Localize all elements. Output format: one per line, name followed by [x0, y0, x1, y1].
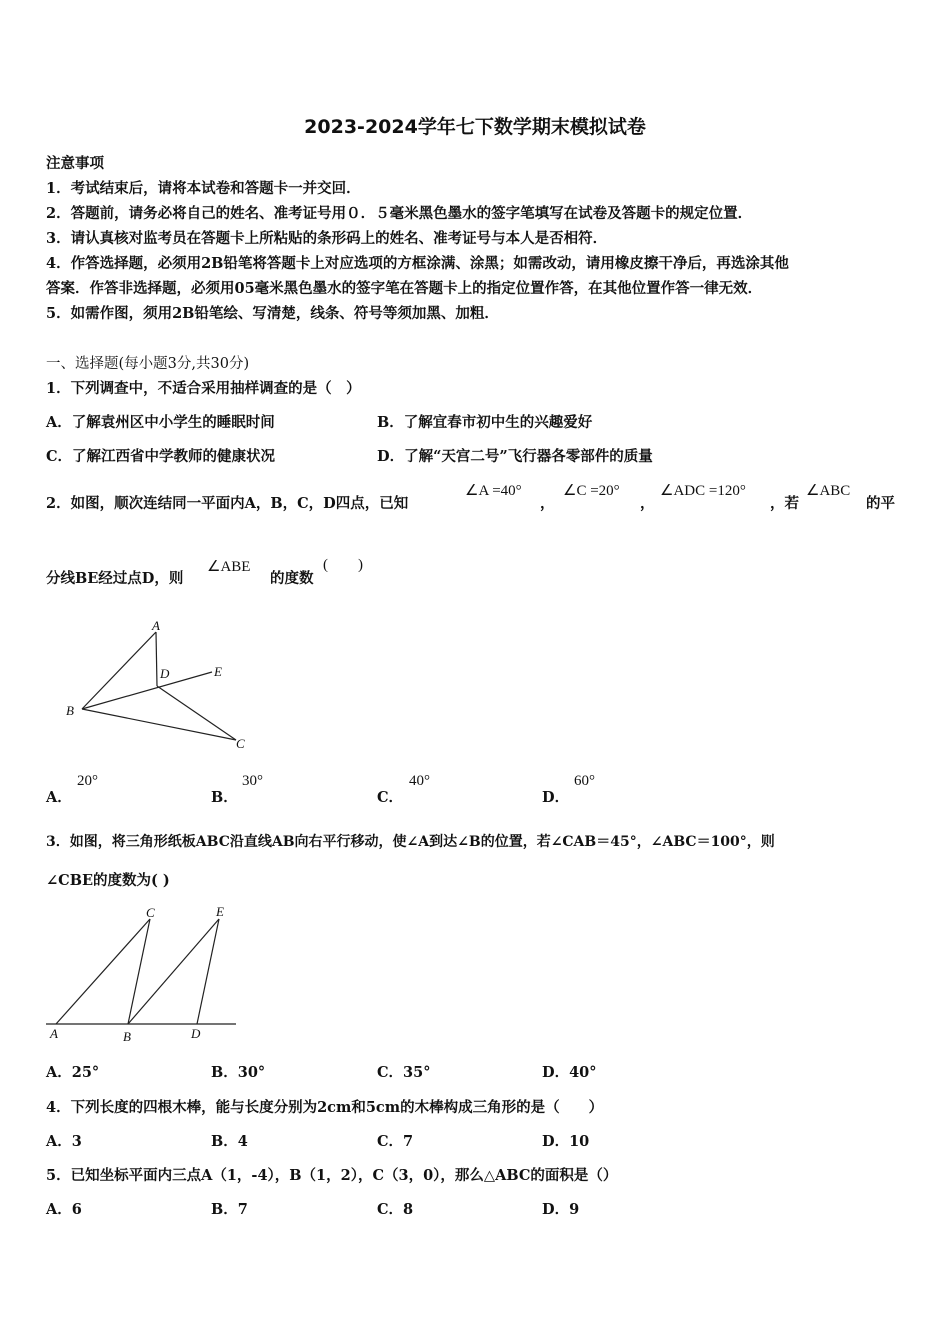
q5-option-c: C．8 — [377, 1201, 414, 1218]
q2-angle-abe: ∠ABE — [207, 559, 251, 575]
point-label-e: E — [216, 904, 224, 919]
page-title: 2023-2024学年七下数学期末模拟试卷 — [304, 116, 646, 138]
q1-option-b: B．了解宜春市初中生的兴趣爱好 — [377, 414, 593, 431]
notice-item: 1．考试结束后，请将本试卷和答题卡一并交回． — [46, 180, 361, 197]
notice-item: 5．如需作图，须用2B铅笔绘、写清楚，线条、符号等须加黑、加粗． — [46, 305, 499, 322]
q5-option-b: B．7 — [211, 1201, 248, 1218]
notice-item: 4．作答选择题，必须用2B铅笔将答题卡上对应选项的方框涂满、涂黑；如需改动，请用橡皮擦干净后，再选涂其他 — [46, 255, 789, 272]
point-label-c: C — [146, 905, 155, 920]
segment-ed — [197, 919, 219, 1024]
q1-option-a: A．了解袁州区中小学生的睡眠时间 — [46, 414, 275, 431]
q4-option-a: A．3 — [46, 1133, 82, 1150]
q2-angle-a: ∠A =40° — [465, 483, 522, 499]
notice-item: 答案．作答非选择题，必须用05毫米黑色墨水的签字笔在答题卡上的指定位置作答，在其他位置作答一律无效． — [46, 280, 763, 297]
q3-option-d: D．40° — [542, 1064, 597, 1081]
q2-option-c: C． — [377, 789, 404, 806]
point-label-a: A — [50, 1026, 58, 1041]
q3-option-a: A．25° — [46, 1064, 100, 1081]
q4-option-b: B．4 — [211, 1133, 248, 1150]
q2-stem-start: 2．如图，顺次连结同一平面内A，B，C，D四点，已知 — [46, 495, 409, 512]
q1-option-c: C．了解江西省中学教师的健康状况 — [46, 448, 276, 465]
q2-angle-abc: ∠ABC — [806, 483, 851, 499]
q2-separator: ， — [540, 495, 555, 512]
segment-ba — [82, 632, 156, 709]
q1-option-d: D．了解“天宫二号”飞行器各零部件的质量 — [377, 448, 653, 465]
q2-stem-line2: 分线BE经过点D，则 — [46, 570, 184, 587]
q4-option-c: C．7 — [377, 1133, 414, 1150]
q2-figure — [60, 612, 260, 757]
q2-stem-degree: 的度数 — [270, 570, 314, 587]
q2-option-d-value: 60° — [574, 773, 595, 789]
point-label-b: B — [66, 703, 74, 718]
q2-answer-paren: ( ) — [323, 557, 363, 573]
point-label-a: A — [152, 618, 160, 633]
notice-heading: 注意事项 — [46, 155, 104, 172]
q2-angle-adc: ∠ADC =120° — [660, 483, 746, 499]
q2-option-a: A． — [46, 789, 72, 806]
point-label-d: D — [191, 1026, 201, 1041]
segment-ad — [156, 632, 157, 686]
point-label-e: E — [214, 664, 222, 679]
segment-ac — [56, 919, 150, 1024]
q3-stem-line2: ∠CBE的度数为( ) — [46, 872, 170, 889]
point-label-b: B — [123, 1029, 131, 1044]
q2-option-a-value: 20° — [77, 773, 98, 789]
notice-item: 2．答题前，请务必将自己的姓名、准考证号用０．５毫米黑色墨水的签字笔填写在试卷及答题卡的规定位置． — [46, 205, 753, 222]
segment-cb — [128, 919, 150, 1024]
segment-be — [128, 919, 219, 1024]
q4-option-d: D．10 — [542, 1133, 590, 1150]
segment-be — [82, 672, 212, 709]
section-heading: 一、选择题(每小题3分,共30分) — [46, 356, 250, 372]
point-label-d: D — [160, 666, 170, 681]
notice-item: 3．请认真核对监考员在答题卡上所粘贴的条形码上的姓名、准考证号与本人是否相符． — [46, 230, 608, 247]
q2-option-d: D． — [542, 789, 570, 806]
q2-option-c-value: 40° — [409, 773, 430, 789]
q1-stem: 1．下列调查中，不适合采用抽样调查的是（ ） — [46, 380, 361, 397]
q2-stem-if: ，若 — [770, 495, 799, 512]
q3-stem-line1: 3．如图，将三角形纸板ABC沿直线AB向右平行移动，使∠A到达∠B的位置，若∠CAB＝45°，∠ABC＝100°，则 — [46, 834, 775, 850]
q5-option-d: D．9 — [542, 1201, 580, 1218]
q2-option-b-value: 30° — [242, 773, 263, 789]
q2-angle-c: ∠C =20° — [563, 483, 620, 499]
q2-stem-end: 的平 — [866, 495, 895, 512]
q3-option-c: C．35° — [377, 1064, 431, 1081]
q2-option-b: B． — [211, 789, 238, 806]
q3-figure — [44, 902, 239, 1047]
q2-separator: ， — [640, 495, 655, 512]
q3-option-b: B．30° — [211, 1064, 266, 1081]
q4-stem: 4．下列长度的四根木棒，能与长度分别为2cm和5cm的木棒构成三角形的是（ ） — [46, 1099, 604, 1116]
q5-option-a: A．6 — [46, 1201, 82, 1218]
q5-stem: 5．已知坐标平面内三点A（1，-4），B（1，2），C（3，0），那么△ABC的面积是（） — [46, 1167, 618, 1184]
point-label-c: C — [236, 736, 245, 751]
